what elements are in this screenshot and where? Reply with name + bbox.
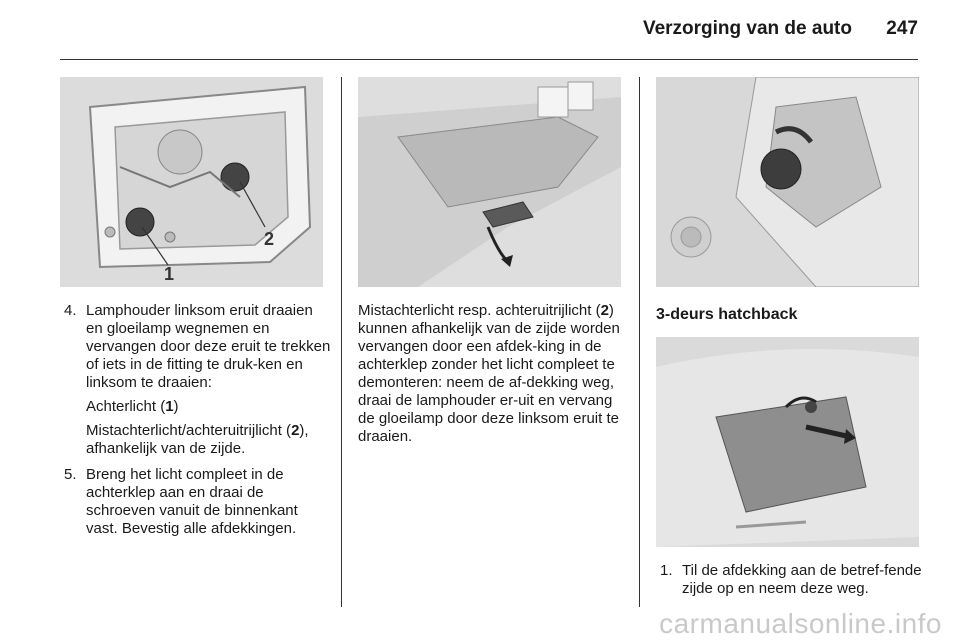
rear-light-illustration <box>60 77 323 287</box>
page-header-title: Verzorging van de auto <box>642 18 852 39</box>
figure-label-2: 2 <box>264 229 275 249</box>
fog-light-suffix: ), afhankelijk van de zijde. <box>86 422 309 457</box>
step-4-fog-reverse-light <box>86 422 332 458</box>
column-divider-right <box>639 77 640 607</box>
step-5-text: Breng het licht compleet in de achterklep aan en draai de schroeven vanuit de binnenkant vast. Bevestig alle afdekkingen. <box>86 466 298 537</box>
rear-light-figure <box>60 77 323 287</box>
figure-label-1: 1 <box>164 264 175 284</box>
step-5 <box>60 466 332 538</box>
hatchback-step-1-number: 1. <box>660 562 673 579</box>
hatchback-step-1 <box>656 562 924 598</box>
hatchback-illustration <box>656 337 919 547</box>
page-number: 247 <box>886 18 918 39</box>
step-4-number: 4. <box>64 302 77 319</box>
header-rule <box>60 59 918 60</box>
tailgate-illustration <box>358 77 621 287</box>
middle-paragraph-ref: 2 <box>600 302 609 319</box>
left-column-text <box>60 302 332 546</box>
bulb-holder-figure <box>656 77 919 287</box>
column-divider-left <box>341 77 342 607</box>
step-4 <box>60 302 332 458</box>
rear-light-label: Achterlicht ( <box>86 398 166 415</box>
step-4-rear-light <box>86 398 332 416</box>
hatchback-cover-figure <box>656 337 919 547</box>
middle-paragraph <box>358 302 626 446</box>
section-heading-hatchback: 3-deurs hatchback <box>656 306 798 323</box>
fog-light-label: Mistachterlicht/achteruitrijlicht ( <box>86 422 292 439</box>
step-5-number: 5. <box>64 466 77 483</box>
middle-column-text <box>358 302 626 446</box>
hatchback-step-1-text: Til de afdekking aan de betref-fende zijde op en neem deze weg. <box>682 562 922 597</box>
tailgate-cover-figure <box>358 77 621 287</box>
middle-paragraph-start: Mistachterlicht resp. achteruitrijlicht ( <box>358 302 601 319</box>
fog-light-ref: 2 <box>291 422 300 439</box>
middle-paragraph-rest: ) kunnen afhankelijk van de zijde worden vervangen door een afdek-king in de achterklep zonder het licht compleet te demonteren: neem de af-dekking weg, draai de lamphouder er-uit en vervang de gloeilamp door deze linksom eruit te draaien. <box>358 302 620 445</box>
watermark: carmanualsonline.info <box>659 608 942 639</box>
right-column-text <box>656 562 924 606</box>
bulb-holder-illustration <box>656 77 919 287</box>
rear-light-suffix: ) <box>173 398 179 415</box>
step-4-text: Lamphouder linksom eruit draaien en gloeilamp wegnemen en vervangen door deze eruit te trekken of iets in de fitting te druk-ken en linksom te draaien: <box>86 302 331 391</box>
rear-light-ref: 1 <box>165 398 174 415</box>
